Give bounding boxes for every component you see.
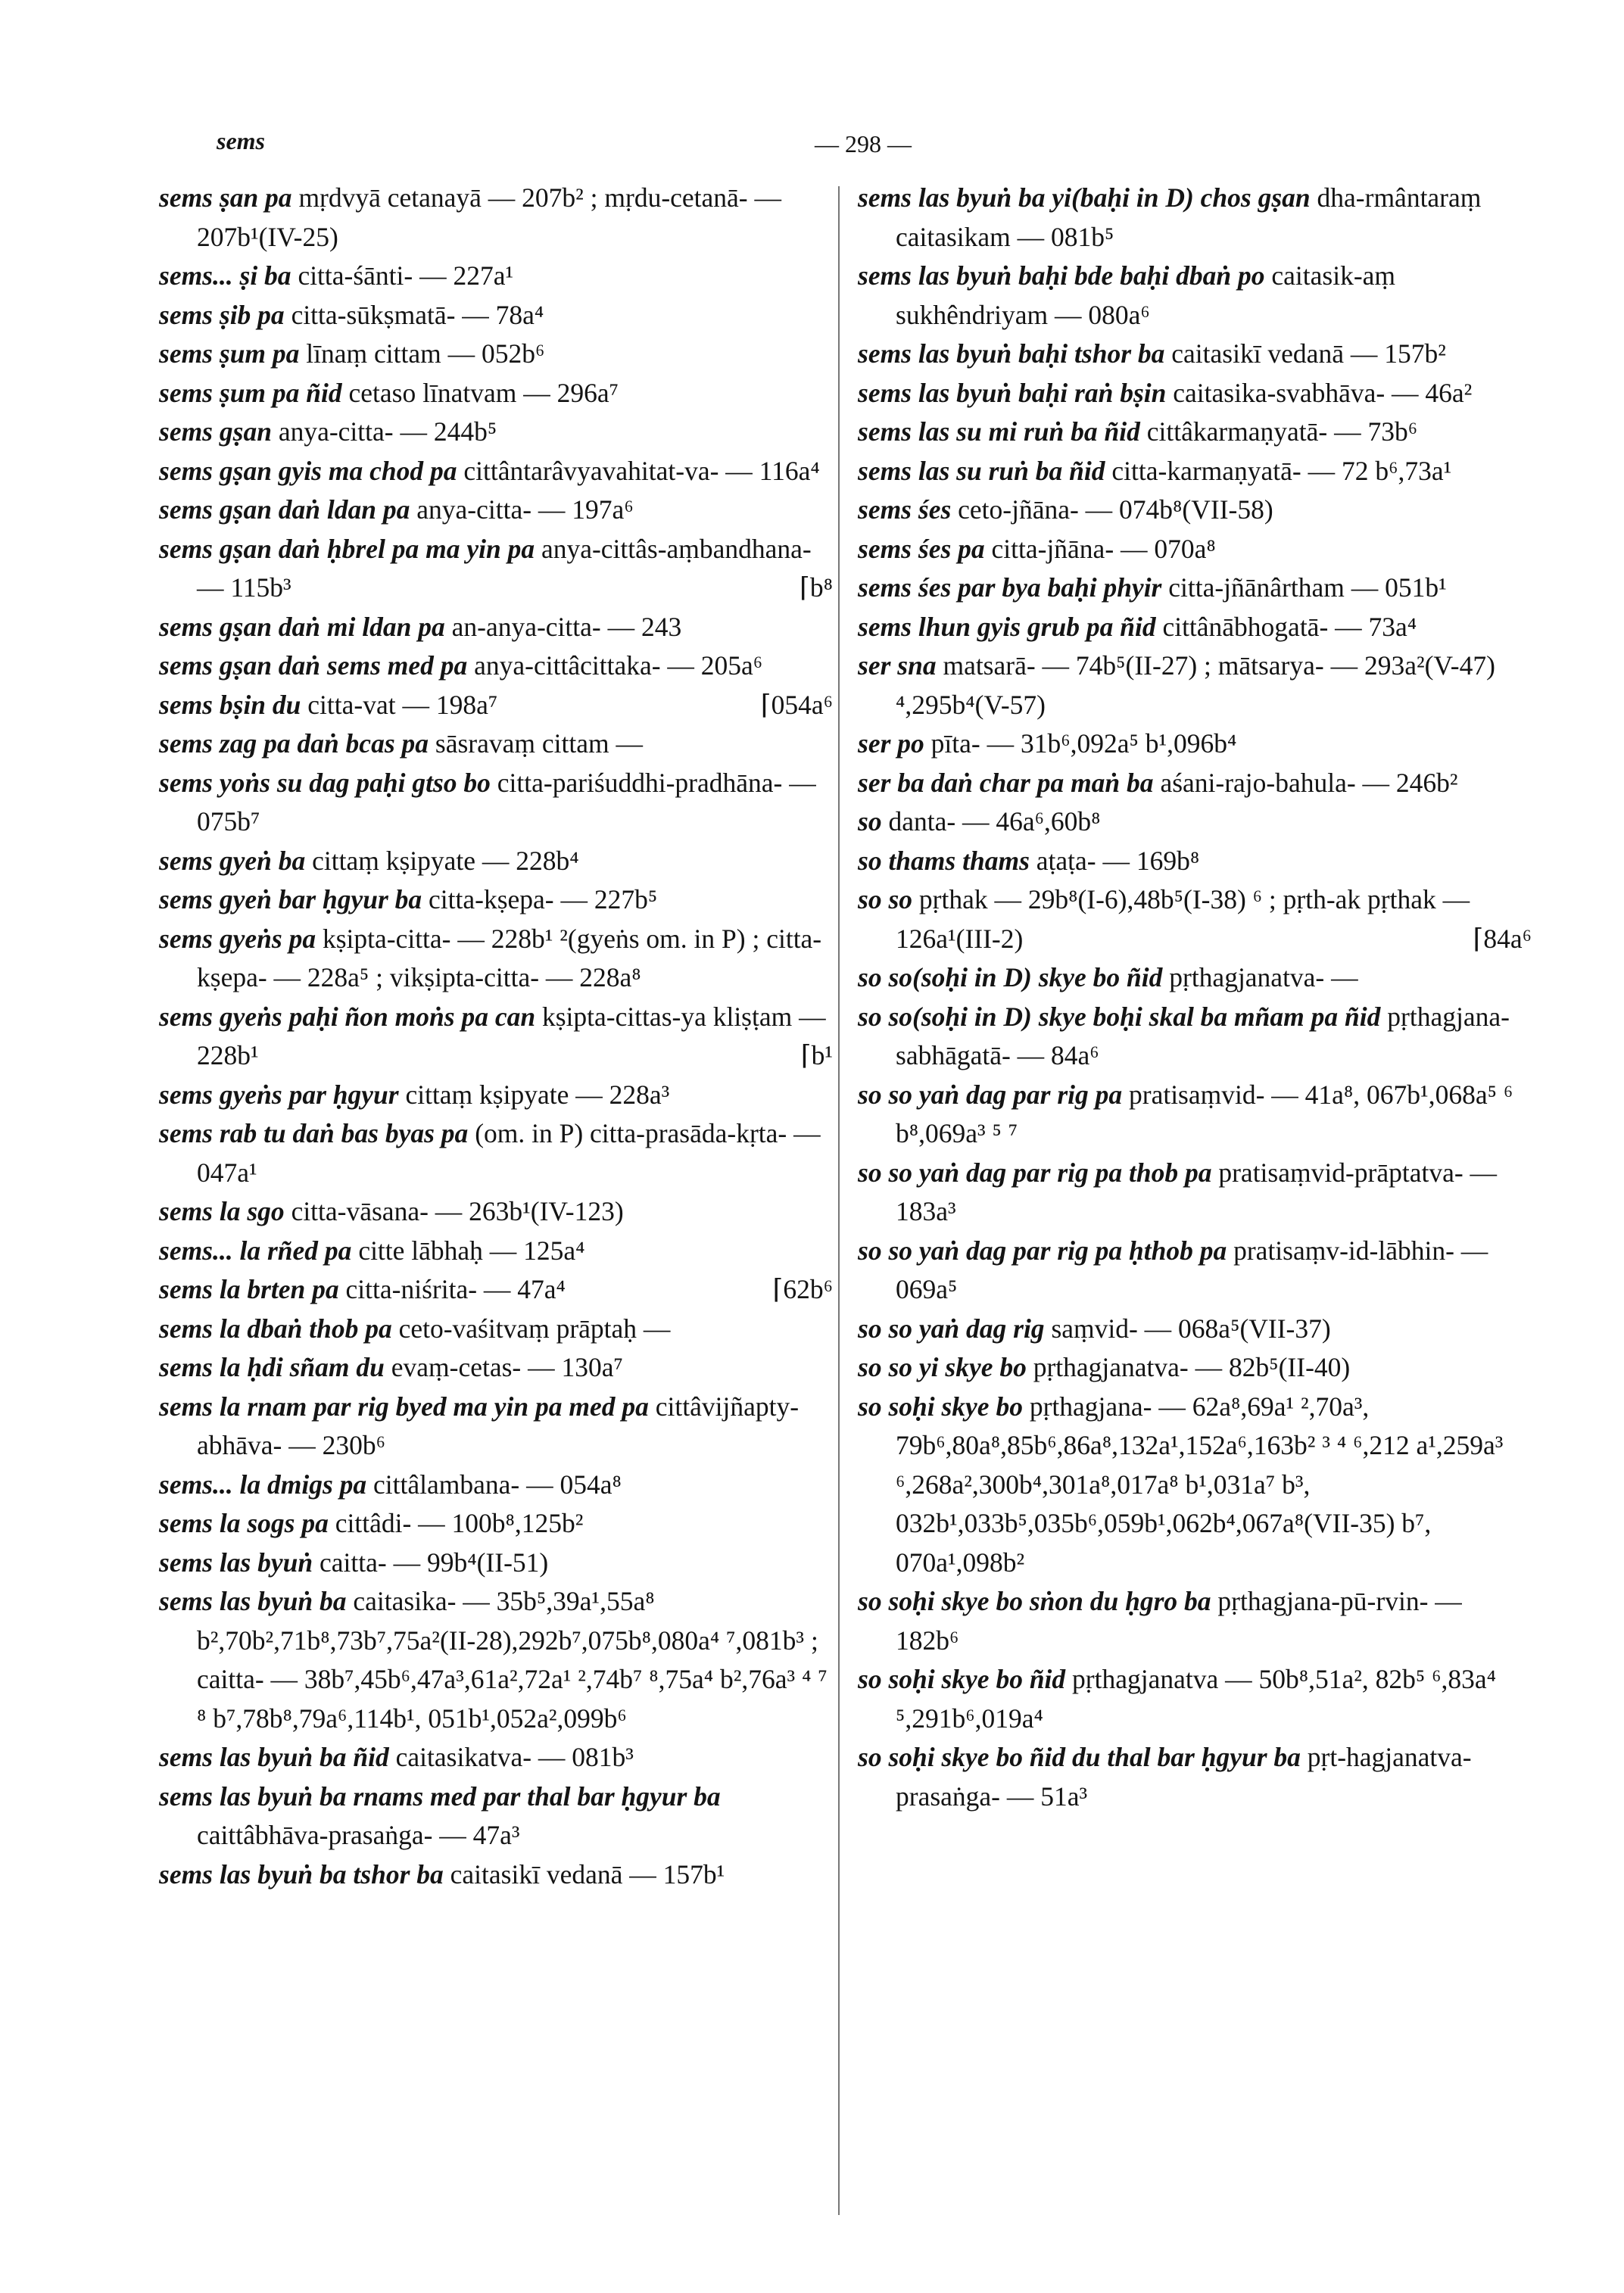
entry-definition: citta-jñānârtham — 051b¹ (1168, 572, 1447, 603)
dictionary-entry (159, 530, 833, 608)
entry-headword: so so yaṅ dag par rig pa ḥthob pa (858, 1235, 1227, 1266)
entry-definition: cittâvijñapty-abhāva- — 230b⁶ (197, 1391, 800, 1460)
running-head: sems (217, 127, 265, 154)
dictionary-entry (858, 1232, 1532, 1310)
dictionary-entry (159, 296, 833, 335)
dictionary-entry (858, 179, 1532, 257)
entry-headword: sems... la rñed pa (159, 1235, 352, 1266)
dictionary-entry (858, 1582, 1532, 1660)
dictionary-entry (159, 1310, 833, 1349)
dictionary-entry (159, 335, 833, 374)
dictionary-entry (858, 1348, 1532, 1388)
entry-margin-note: ⌈84a⁶ (1473, 923, 1532, 954)
entry-definition: cittântarâvyavahitat-va- — 116a⁴ (463, 455, 820, 486)
entry-definition: pṛthak — 29b⁸(I-6),48b⁵(I-38) ⁶ ; pṛth-ak pṛthak — 126a¹(III-2) (896, 884, 1470, 954)
dictionary-entry (858, 413, 1532, 452)
entry-definition: sāsravaṃ cittam — (435, 728, 643, 759)
dictionary-entry (159, 491, 833, 530)
entry-definition: caitasikī vedanā — 157b² (1171, 338, 1446, 369)
entry-headword: sems gṣan daṅ ḥbrel pa ma yin pa (159, 533, 535, 564)
entry-definition: cittaṃ kṣipyate — 228b⁴ (312, 845, 579, 876)
entry-headword: sems rab tu daṅ bas byas pa (159, 1118, 469, 1148)
entry-headword: ser po (858, 728, 924, 759)
dictionary-entry (159, 1076, 833, 1115)
entry-headword: so so (858, 884, 913, 914)
entry-definition: caitasika- — 35b⁵,39a¹,55a⁸ b²,70b²,71b⁸,73b⁷,75a²(II-28),292b⁷,075b⁸,080a⁴ ⁷,081b³ ; caitta- — 38b⁷,45b⁶,47a³,61a²,72a¹ ²,74b⁷ ⁸,75a⁴ b²,76a³ ⁴ ⁷ ⁸ b⁷,78b⁸,79a⁶,114b¹, 051b¹,052a²,099b⁶ (197, 1586, 828, 1734)
entry-headword: sems gṣan daṅ ldan pa (159, 494, 410, 525)
dictionary-entry (159, 1738, 833, 1777)
dictionary-entry (159, 257, 833, 296)
entry-definition: caitasik-aṃ sukhêndriyam — 080a⁶ (896, 260, 1396, 330)
dictionary-entry (858, 1310, 1532, 1349)
entry-headword: so so yi skye bo (858, 1352, 1027, 1382)
entry-headword: ser ba daṅ char pa maṅ ba (858, 767, 1154, 798)
dictionary-entry (858, 646, 1532, 724)
entry-headword: sems gṣan (159, 416, 272, 447)
dictionary-entry (159, 842, 833, 881)
entry-headword: so soḥi skye bo (858, 1391, 1023, 1422)
entry-headword: so so yaṅ dag par rig pa (858, 1079, 1123, 1110)
entry-definition: citta-vat — 198a⁷ (307, 689, 498, 720)
entry-definition: citta-kṣepa- — 227b⁵ (429, 884, 658, 914)
entry-definition: anya-cittâs-aṃbandhana- — 115b³ (197, 533, 812, 603)
entry-headword: so soḥi skye bo sṅon du ḥgro ba (858, 1586, 1211, 1616)
entry-headword: sems śes (858, 494, 952, 525)
entry-definition: citta-niśrita- — 47a⁴ (345, 1274, 566, 1304)
entry-definition: an-anya-citta- — 243 (451, 611, 682, 642)
entry-definition: citta-jñāna- — 070a⁸ (991, 533, 1216, 564)
entry-headword: sems la brten pa (159, 1274, 339, 1304)
entry-headword: sems zag pa daṅ bcas pa (159, 728, 429, 759)
entry-definition: anya-citta- — 244b⁵ (278, 416, 497, 447)
entry-definition: anya-cittâcittaka- — 205a⁶ (474, 650, 763, 681)
entry-headword: sems la rnam par rig byed ma yin pa med pa (159, 1391, 649, 1422)
dictionary-entry (858, 374, 1532, 413)
entry-definition: cittâdi- — 100b⁸,125b² (335, 1508, 584, 1538)
dictionary-entry (858, 1076, 1532, 1154)
dictionary-entry (159, 764, 833, 842)
entry-headword: sems ṣib pa (159, 299, 285, 330)
entry-headword: so so(soḥi in D) skye bo ñid (858, 962, 1163, 992)
dictionary-entry (858, 257, 1532, 335)
dictionary-entry (858, 1154, 1532, 1232)
entry-definition: pīta- — 31b⁶,092a⁵ b¹,096b⁴ (930, 728, 1237, 759)
dictionary-entry (858, 724, 1532, 764)
entry-headword: so (858, 806, 882, 837)
entry-headword: sems... ṣi ba (159, 260, 291, 291)
entry-definition: aṭaṭa- — 169b⁸ (1036, 845, 1200, 876)
entry-definition: citta-śānti- — 227a¹ (298, 260, 514, 291)
entry-headword: sems las byuṅ ba yi(baḥi in D) chos gṣan (858, 182, 1311, 213)
entry-margin-note: ⌈054a⁶ (760, 689, 833, 720)
entry-definition: pṛthagjana-sabhāgatā- — 84a⁶ (896, 1001, 1510, 1070)
page-number: — 298 — (815, 130, 912, 157)
entry-definition: caitasika-svabhāva- — 46a² (1173, 377, 1473, 408)
entry-headword: sems gṣan daṅ mi ldan pa (159, 611, 445, 642)
entry-headword: so thams thams (858, 845, 1030, 876)
dictionary-entry (159, 998, 833, 1076)
left-column (159, 179, 833, 1894)
entry-definition: pratisaṃvid-prāptatva- — 183a³ (896, 1157, 1498, 1226)
dictionary-entry (159, 1348, 833, 1388)
dictionary-entry (159, 413, 833, 452)
dictionary-entry (159, 1544, 833, 1583)
dictionary-entry (159, 1270, 833, 1310)
entry-headword: so so(soḥi in D) skye boḥi skal ba mñam pa ñid (858, 1001, 1381, 1032)
entry-definition: caitta- — 99b⁴(II-51) (320, 1547, 549, 1578)
dictionary-entry (159, 179, 833, 257)
entry-definition: saṃvid- — 068a⁵(VII-37) (1051, 1313, 1331, 1344)
entry-definition: kṣipta-citta- — 228b¹ ²(gyeṅs om. in P) ; citta-kṣepa- — 228a⁵ ; vikṣipta-citta- — 228a⁸ (197, 923, 822, 992)
entry-headword: sems śes pa (858, 533, 985, 564)
entry-headword: sems śes par bya baḥi phyir (858, 572, 1162, 603)
right-column (858, 179, 1532, 1816)
dictionary-entry (858, 452, 1532, 491)
entry-definition: mṛdvyā cetanayā — 207b² ; mṛdu-cetanā- — 207b¹(IV-25) (197, 182, 781, 252)
dictionary-entry (159, 1114, 833, 1192)
dictionary-entry (858, 491, 1532, 530)
entry-headword: sems gyeṅ ba (159, 845, 306, 876)
entry-definition: matsarā- — 74b⁵(II-27) ; mātsarya- — 293a²(V-47) ⁴,295b⁴(V-57) (896, 650, 1495, 720)
entry-headword: sems las byuṅ ba ñid (159, 1742, 389, 1772)
dictionary-entry (159, 686, 833, 725)
dictionary-entry (858, 880, 1532, 958)
entry-definition: līnaṃ cittam — 052b⁶ (306, 338, 545, 369)
entry-headword: sems... la dmigs pa (159, 1469, 367, 1500)
entry-definition: cittâlambana- — 054a⁸ (373, 1469, 622, 1500)
entry-headword: sems lhun gyis grub pa ñid (858, 611, 1156, 642)
entry-definition: caittâbhāva-prasaṅga- — 47a³ (197, 1820, 520, 1850)
dictionary-entry (159, 1777, 833, 1855)
dictionary-entry (159, 646, 833, 686)
entry-headword: sems gyeṅs paḥi ñon moṅs pa can (159, 1001, 536, 1032)
entry-definition: kṣipta-cittas-ya kliṣṭam — 228b¹ (197, 1001, 826, 1070)
dictionary-entry (858, 1660, 1532, 1738)
entry-definition: pratisaṃv-id-lābhin- — 069a⁵ (896, 1235, 1488, 1304)
entry-headword: sems las su mi ruṅ ba ñid (858, 416, 1140, 447)
entry-definition: citta-vāsana- — 263b¹(IV-123) (291, 1196, 624, 1226)
dictionary-entry (159, 920, 833, 998)
entry-headword: sems las byuṅ baḥi tshor ba (858, 338, 1165, 369)
dictionary-entry (159, 452, 833, 491)
entry-headword: sems la dbaṅ thob pa (159, 1313, 392, 1344)
entry-definition: pṛthagjanatva- — 82b⁵(II-40) (1033, 1352, 1351, 1382)
dictionary-entry (159, 1582, 833, 1738)
dictionary-entry (159, 374, 833, 413)
dictionary-entry (159, 724, 833, 764)
entry-definition: pṛthagjana-pū-rvin- — 182b⁶ (896, 1586, 1462, 1656)
entry-definition: pṛthagjanatva- — (1169, 962, 1358, 992)
entry-definition: citte lābhaḥ — 125a⁴ (358, 1235, 585, 1266)
entry-definition: danta- — 46a⁶,60b⁸ (888, 806, 1101, 837)
dictionary-entry (858, 958, 1532, 998)
dictionary-entry (159, 608, 833, 647)
entry-definition: anya-citta- — 197a⁶ (416, 494, 634, 525)
dictionary-entry (159, 1388, 833, 1466)
entry-definition: cetaso līnatvam — 296a⁷ (348, 377, 619, 408)
entry-headword: sems gyeṅs par ḥgyur (159, 1079, 399, 1110)
dictionary-entry (159, 1855, 833, 1895)
dictionary-entry (858, 569, 1532, 608)
entry-headword: sems gṣan daṅ sems med pa (159, 650, 468, 681)
dictionary-entry (858, 998, 1532, 1076)
entry-definition: cittaṃ kṣipyate — 228a³ (405, 1079, 670, 1110)
dictionary-entry (858, 1738, 1532, 1816)
dictionary-entry (159, 1192, 833, 1232)
dictionary-entry (159, 1232, 833, 1271)
entry-definition: caitasikī vedanā — 157b¹ (450, 1858, 725, 1890)
entry-headword: so so yaṅ dag par rig pa thob pa (858, 1157, 1212, 1188)
entry-headword: sems las byuṅ (159, 1547, 313, 1578)
entry-margin-note: ⌈b¹ (800, 1040, 833, 1070)
dictionary-entry (159, 1504, 833, 1544)
entry-headword: sems las byuṅ ba (159, 1586, 347, 1616)
dictionary-entry (858, 802, 1532, 842)
entry-headword: sems gyeṅ bar ḥgyur ba (159, 884, 422, 914)
entry-headword: so so yaṅ dag rig (858, 1313, 1045, 1344)
entry-definition: evaṃ-cetas- — 130a⁷ (391, 1352, 623, 1382)
entry-definition: citta-pariśuddhi-pradhāna- — 075b⁷ (197, 767, 816, 837)
entry-headword: sems gyeṅs pa (159, 923, 316, 954)
entry-headword: sems las byuṅ baḥi raṅ bṣin (858, 377, 1167, 408)
entry-definition: pṛthagjanatva — 50b⁸,51a², 82b⁵ ⁶,83a⁴ ⁵,291b⁶,019a⁴ (896, 1664, 1497, 1734)
entry-definition: citta-sūkṣmatā- — 78a⁴ (291, 299, 544, 330)
entry-definition: (om. in P) citta-prasāda-kṛta- — 047a¹ (197, 1118, 821, 1188)
dictionary-entry (159, 1466, 833, 1505)
dictionary-entry (858, 842, 1532, 881)
entry-headword: sems ṣum pa ñid (159, 377, 342, 408)
entry-definition: citta-karmaṇyatā- — 72 b⁶,73a¹ (1111, 455, 1452, 486)
dictionary-entry (858, 764, 1532, 803)
entry-headword: sems la ḥdi sñam du (159, 1352, 385, 1382)
entry-definition: cittâkarmaṇyatā- — 73b⁶ (1146, 416, 1418, 447)
entry-headword: sems gṣan gyis ma chod pa (159, 455, 457, 486)
entry-definition: cittânābhogatā- — 73a⁴ (1162, 611, 1417, 642)
entry-definition: caitasikatva- — 081b³ (395, 1742, 634, 1772)
dictionary-entry (858, 1388, 1532, 1583)
entry-definition: ceto-vaśitvaṃ prāptaḥ — (398, 1313, 671, 1344)
entry-headword: sems ṣan pa (159, 182, 292, 213)
entry-headword: sems las byuṅ ba rnams med par thal bar ḥgyur ba (159, 1781, 721, 1812)
entry-definition: aśani-rajo-bahula- — 246b² (1160, 767, 1458, 798)
entry-headword: sems yoṅs su dag paḥi gtso bo (159, 767, 491, 798)
entry-headword: sems las byuṅ baḥi bde baḥi dbaṅ po (858, 260, 1265, 291)
dictionary-entry (858, 608, 1532, 647)
column-divider (838, 186, 840, 2215)
entry-headword: sems la sogs pa (159, 1508, 329, 1538)
entry-definition: pratisaṃvid- — 41a⁸, 067b¹,068a⁵ ⁶ b⁸,069a³ ⁵ ⁷ (896, 1079, 1513, 1148)
entry-headword: so soḥi skye bo ñid (858, 1664, 1066, 1694)
dictionary-entry (858, 530, 1532, 569)
entry-headword: sems las byuṅ ba tshor ba (159, 1858, 444, 1890)
entry-margin-note: ⌈62b⁶ (772, 1274, 833, 1304)
entry-definition: ceto-jñāna- — 074b⁸(VII-58) (958, 494, 1273, 525)
entry-definition: pṛthagjana- — 62a⁸,69a¹ ²,70a³, 79b⁶,80a⁸,85b⁶,86a⁸,132a¹,152a⁶,163b² ³ ⁴ ⁶,212 a¹,259a³ ⁶,268a²,300b⁴,301a⁸,017a⁸ b¹,031a⁷ b³, 032b¹,033b⁵,035b⁶,059b¹,062b⁴,067a⁸(VII-35) b⁷, 070a¹,098b² (896, 1391, 1504, 1578)
entry-definition: pṛt-hagjanatva-prasaṅga- — 51a³ (896, 1742, 1472, 1812)
entry-headword: so soḥi skye bo ñid du thal bar ḥgyur ba (858, 1742, 1301, 1772)
entry-headword: sems la sgo (159, 1196, 285, 1226)
entry-headword: sems las su ruṅ ba ñid (858, 455, 1105, 486)
entry-headword: ser sna (858, 650, 937, 681)
dictionary-entry (159, 880, 833, 920)
entry-definition: dha-rmântaraṃ caitasikam — 081b⁵ (896, 182, 1482, 252)
dictionary-entry (858, 335, 1532, 374)
entry-headword: sems ṣum pa (159, 338, 300, 369)
entry-headword: sems bṣin du (159, 689, 301, 720)
entry-margin-note: ⌈b⁸ (800, 572, 833, 603)
